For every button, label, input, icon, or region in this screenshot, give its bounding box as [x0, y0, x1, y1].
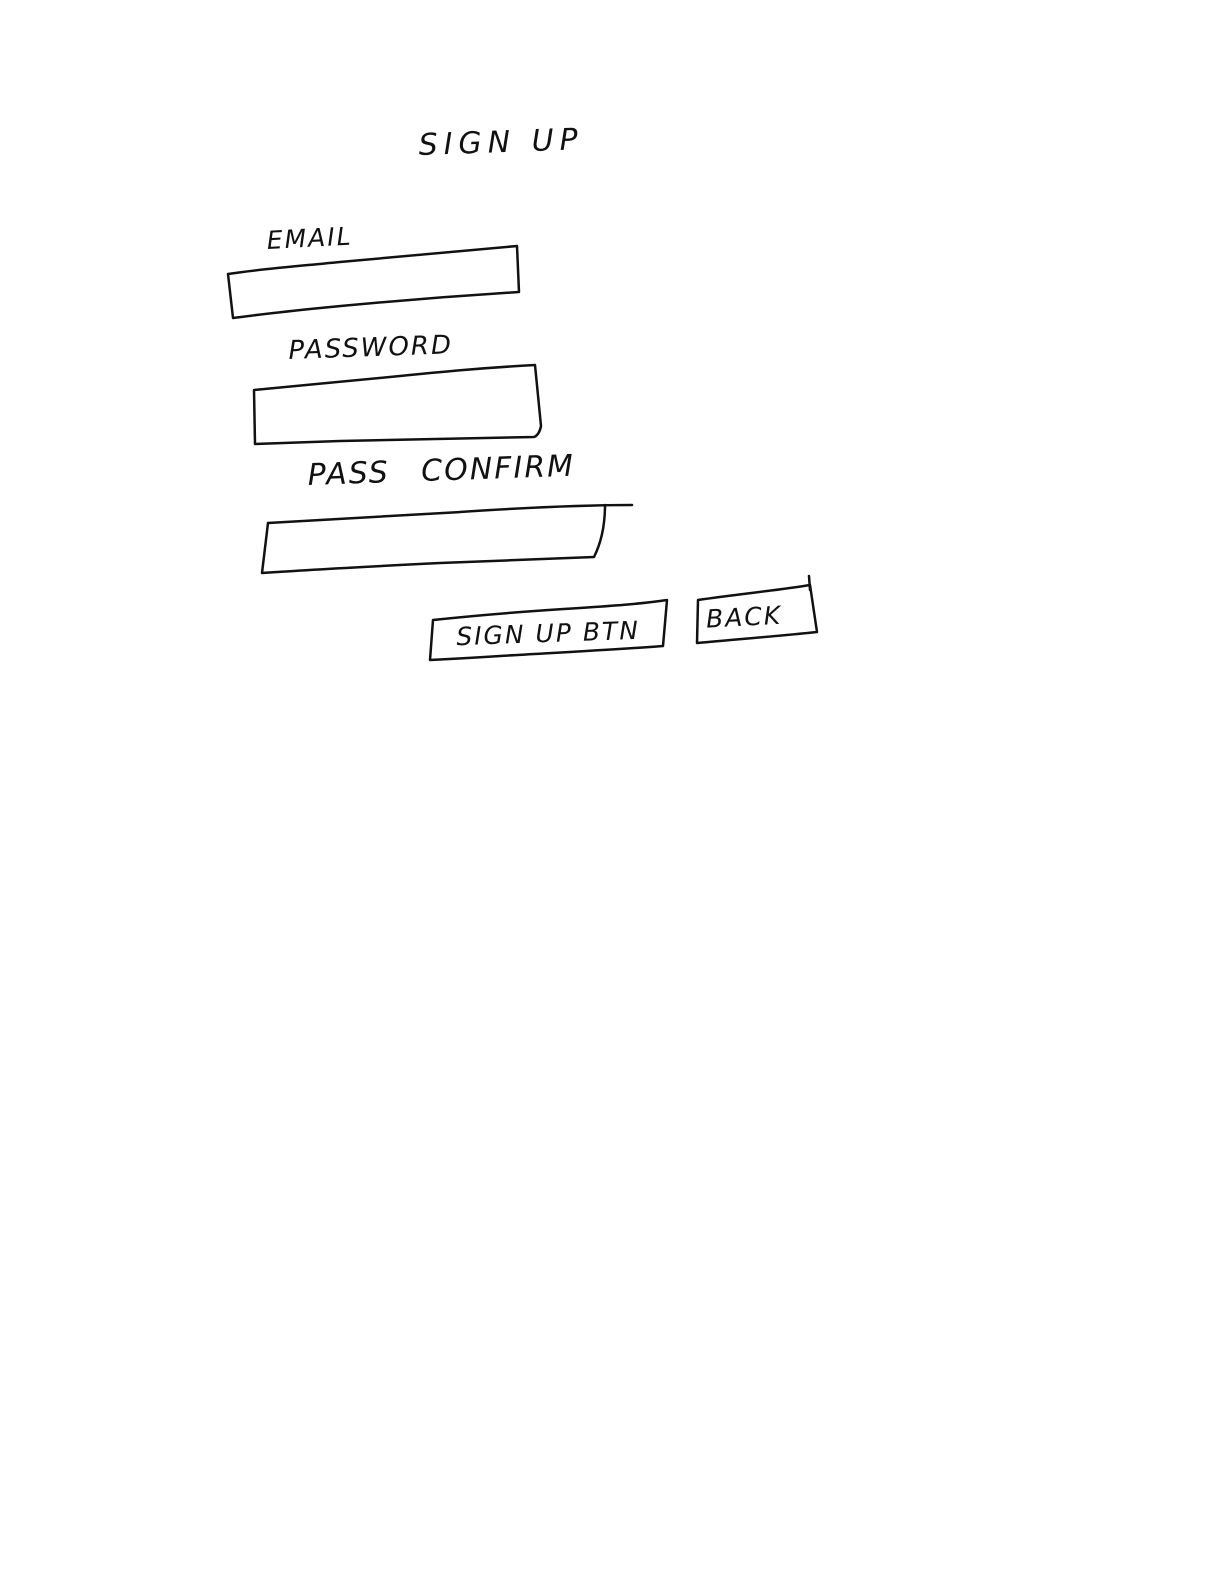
password-input[interactable]	[258, 378, 536, 422]
signup-button[interactable]: SIGN UP BTN	[431, 600, 665, 662]
password-label: PASSWORD	[288, 330, 454, 366]
password-confirm-label: PASS CONFIRM	[307, 448, 576, 493]
page-title: SIGN UP	[418, 122, 585, 163]
password-confirm-input[interactable]	[268, 518, 598, 562]
email-input[interactable]	[236, 258, 512, 302]
email-label: EMAIL	[266, 221, 354, 255]
back-button[interactable]: BACK	[697, 587, 818, 645]
